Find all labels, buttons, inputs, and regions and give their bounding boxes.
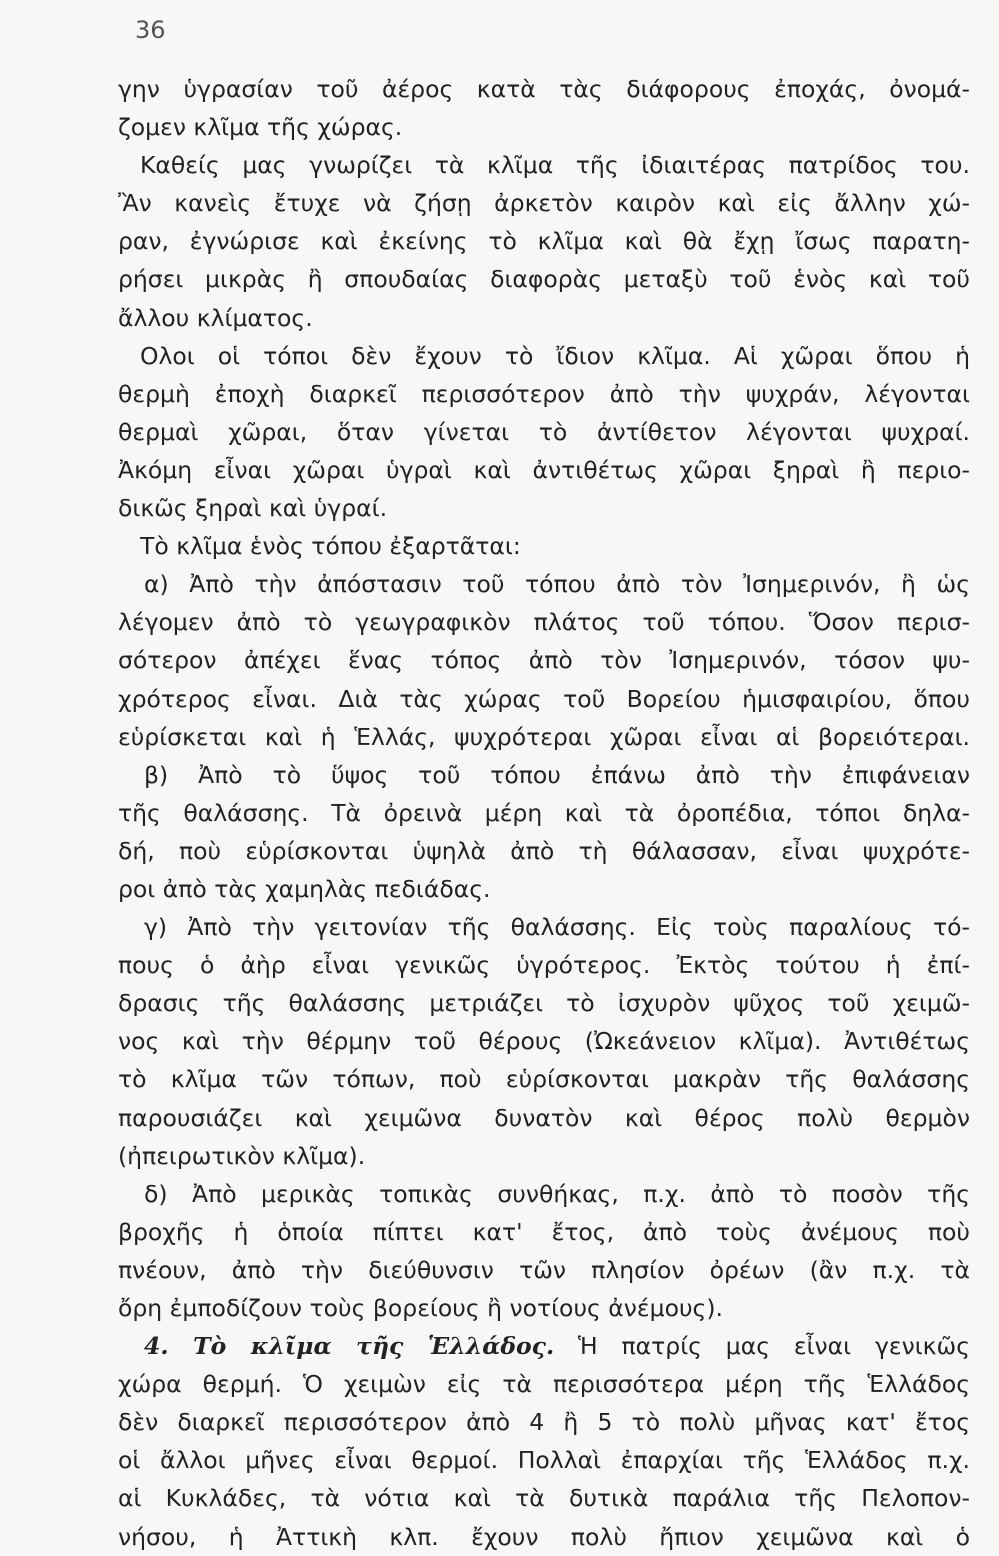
line-text: ροι ἀπὸ τὰς χαμηλὰς πεδιάδας. [118,874,491,903]
text-line [118,756,970,794]
text-line [118,832,970,870]
text-line [118,1060,970,1098]
line-text: ὄρη ἐμποδίζουν τοὺς βορείους ἢ νοτίους ἀνέμους). [118,1294,723,1322]
line-text: δικῶς ξηραὶ καὶ ὑγραί. [118,494,388,523]
line-text: β) Ἀπὸ τὸ ὕψος τοῦ τόπου ἐπάνω ἀπὸ τὴν ἐπιφάνειαν [144,760,970,789]
line-text: Ἂν κανεὶς ἔτυχε νὰ ζήσῃ ἀρκετὸν καιρὸν καὶ εἰς ἄλλην χώ- [118,189,970,218]
text-line [118,1289,970,1327]
text-line [118,70,970,108]
line-text: τῆς θαλάσσης. Τὰ ὀρεινὰ μέρη καὶ τὰ ὀροπέδια, τόποι δηλα- [118,798,970,827]
line-text: θερμαὶ χῶραι, ὅταν γίνεται τὸ ἀντίθετον λέγονται ψυχραί. [118,417,970,446]
text-line [118,1251,970,1289]
text-line [118,718,970,756]
text-line [118,1479,970,1517]
line-text: (ἠπειρωτικὸν κλῖμα). [118,1141,366,1170]
text-line [118,1022,970,1060]
text-line [118,794,970,832]
text-line [118,260,970,298]
line-text: θερμὴ ἐποχὴ διαρκεῖ περισσότερον ἀπὸ τὴν ψυχράν, λέγονται [118,379,970,408]
line-text: Ολοι οἱ τόποι δὲν ἔχουν τὸ ἴδιον κλῖμα. Αἱ χῶραι ὅπου ἡ [140,341,970,370]
line-text: Τὸ κλῖμα ἑνὸς τόπου ἐξαρτᾶται: [140,532,521,561]
line-text: τὸ κλῖμα τῶν τόπων, ποὺ εὑρίσκονται μακρὰν τῆς θαλάσσης [118,1065,970,1094]
line-text: αἱ Κυκλάδες, τὰ νότια καὶ τὰ δυτικὰ παράλια τῆς Πελοπον- [118,1484,970,1513]
text-line [118,1175,970,1213]
line-text: ρήσει μικρὰς ἢ σπουδαίας διαφορὰς μεταξὺ τοῦ ἑνὸς καὶ τοῦ [118,265,970,294]
text-line [118,1403,970,1441]
text-line [118,1518,970,1556]
line-text: Ἀκόμη εἶναι χῶραι ὑγραὶ καὶ ἀντιθέτως χῶραι ξηραὶ ἢ περιο- [118,455,970,484]
page-number: 36 [135,16,166,44]
text-line [118,1327,970,1365]
text-line [118,337,970,375]
line-text: πους ὁ ἀὴρ εἶναι γενικῶς ὑγρότερος. Ἐκτὸς τούτου ἡ ἐπί- [118,951,970,980]
line-text: πνέουν, ἀπὸ τὴν διεύθυνσιν τῶν πλησίον ὀρέων (ἂν π.χ. τὰ [118,1255,970,1284]
text-line [118,146,970,184]
text-line [118,1213,970,1251]
line-text: δὲν διαρκεῖ περισσότερον ἀπὸ 4 ἢ 5 τὸ πολὺ μῆνας κατ' ἔτος [118,1408,970,1437]
line-text: χώρα θερμή. Ὁ χειμὼν εἰς τὰ περισσότερα μέρη τῆς Ἑλλάδος [118,1370,970,1399]
text-line [118,984,970,1022]
section-heading: 4. Τὸ κλῖμα τῆς Ἑλλάδος. [144,1332,555,1361]
text-line [118,870,970,908]
text-line [118,451,970,489]
text-line [118,565,970,603]
text-line [118,489,970,527]
line-text: Καθείς μας γνωρίζει τὰ κλῖμα τῆς ἰδιαιτέρας πατρίδος του. [140,151,970,180]
line-text: ἄλλου κλίματος. [118,303,313,332]
line-text: βροχῆς ἡ ὁποία πίπτει κατ' ἔτος, ἀπὸ τοὺς ἀνέμους ποὺ [118,1217,970,1246]
text-line [118,222,970,260]
line-text: γην ὑγρασίαν τοῦ ἀέρος κατὰ τὰς διάφορους ἐποχάς, ὀνομά- [118,75,970,103]
line-text: λέγομεν ἀπὸ τὸ γεωγραφικὸν πλάτος τοῦ τόπου. Ὅσον περισ- [118,608,970,637]
line-text: χρότερος εἶναι. Διὰ τὰς χώρας τοῦ Βορείου ἡμισφαιρίου, ὅπου [118,684,970,713]
line-text: νος καὶ τὴν θέρμην τοῦ θέρους (Ὠκεάνειον κλῖμα). Ἀντιθέτως [118,1027,970,1056]
line-text: νήσου, ἡ Ἀττικὴ κλπ. ἔχουν πολὺ ἤπιον χειμῶνα καὶ ὁ [118,1522,970,1551]
body-text [118,70,970,1556]
text-line [118,946,970,984]
text-line [118,1099,970,1137]
text-line [118,641,970,679]
line-text: δή, ποὺ εὑρίσκονται ὑψηλὰ ἀπὸ τὴ θάλασσαν, εἶναι ψυχρότε- [118,836,970,865]
line-text: γ) Ἀπὸ τὴν γειτονίαν τῆς θαλάσσης. Εἰς τοὺς παραλίους τό- [144,913,970,942]
line-text: δ) Ἀπὸ μερικὰς τοπικὰς συνθήκας, π.χ. ἀπὸ τὸ ποσὸν τῆς [144,1179,970,1208]
text-line [118,299,970,337]
line-text: οἱ ἄλλοι μῆνες εἶναι θερμοί. Πολλαὶ ἐπαρχίαι τῆς Ἑλλάδος π.χ. [118,1446,970,1475]
line-text: εὑρίσκεται καὶ ἡ Ἑλλάς, ψυχρότεραι χῶραι εἶναι αἱ βορειότεραι. [118,722,970,751]
line-text: σότερον ἀπέχει ἕνας τόπος ἀπὸ τὸν Ἰσημερινόν, τόσον ψυ- [118,646,970,675]
text-line [118,413,970,451]
line-text: ραν, ἐγνώρισε καὶ ἐκείνης τὸ κλῖμα καὶ θὰ ἔχῃ ἴσως παρατη- [118,227,970,256]
text-line [118,1365,970,1403]
text-line [118,603,970,641]
line-text: παρουσιάζει καὶ χειμῶνα δυνατὸν καὶ θέρος πολὺ θερμὸν [118,1103,970,1132]
line-text: Ἡ πατρίς μας εἶναι γενικῶς [554,1332,970,1361]
line-text: δρασις τῆς θαλάσσης μετριάζει τὸ ἰσχυρὸν ψῦχος τοῦ χειμῶ- [118,989,970,1018]
text-line [118,1441,970,1479]
text-line [118,108,970,146]
text-line [118,908,970,946]
line-text: ζομεν κλῖμα τῆς χώρας. [118,113,403,142]
line-text: α) Ἀπὸ τὴν ἀπόστασιν τοῦ τόπου ἀπὸ τὸν Ἰσημερινόν, ἢ ὡς [144,570,970,599]
text-line [118,375,970,413]
text-line [118,527,970,565]
text-line [118,184,970,222]
text-line [118,1137,970,1175]
text-line [118,680,970,718]
